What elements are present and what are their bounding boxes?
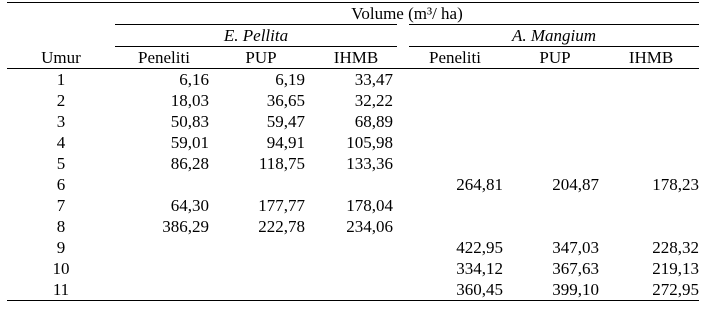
cell-volume: 36,65 (266, 91, 305, 110)
table-row (7, 174, 699, 195)
volume-table (7, 2, 699, 301)
cell-volume (309, 174, 403, 195)
cell-volume: 50,83 (170, 112, 209, 131)
volume-header: Volume (m³/ ha) (115, 3, 699, 25)
cell-volume: 204,87 (552, 175, 599, 194)
cell-volume (603, 90, 699, 111)
cell-volume (603, 111, 699, 132)
column-header-peneliti: Peneliti (115, 47, 213, 69)
group-header-e-pellita: E. Pellita (115, 25, 403, 47)
cell-volume: 386,29 (162, 217, 209, 236)
cell-volume (309, 258, 403, 279)
table-row (7, 216, 699, 237)
cell-volume: 399,10 (507, 279, 603, 301)
cell-volume (403, 216, 507, 237)
cell-volume: 264,81 (456, 175, 503, 194)
cell-volume: 367,63 (552, 259, 599, 278)
cell-volume: 86,28 (170, 154, 209, 173)
cell-umur: 7 (56, 196, 66, 215)
cell-volume (507, 153, 603, 174)
table-row (7, 258, 699, 279)
cell-volume: 18,03 (170, 91, 209, 110)
table-row (7, 153, 699, 174)
cell-volume: 178,23 (652, 175, 700, 194)
cell-volume (309, 279, 403, 301)
table-row (7, 69, 699, 91)
column-header-pup: PUP (213, 47, 309, 69)
cell-umur: 6 (56, 175, 66, 194)
cell-volume (603, 69, 699, 91)
cell-volume (507, 132, 603, 153)
cell-volume: 177,77 (258, 196, 305, 215)
cell-volume: 68,89 (354, 112, 393, 131)
cell-volume: 272,95 (603, 279, 699, 301)
cell-volume (213, 258, 309, 279)
cell-volume (603, 216, 699, 237)
cell-umur: 3 (56, 112, 66, 131)
header-row-subcols (7, 47, 699, 69)
cell-umur: 8 (56, 217, 66, 236)
cell-volume (507, 195, 603, 216)
cell-volume (213, 279, 309, 301)
cell-volume: 360,45 (403, 279, 507, 301)
cell-umur: 2 (56, 91, 66, 110)
cell-volume (115, 258, 213, 279)
cell-umur: 10 (52, 259, 70, 278)
table-row (7, 279, 699, 301)
cell-volume (507, 216, 603, 237)
header-empty-cell (7, 3, 115, 25)
header-row-volume (7, 3, 699, 25)
cell-volume (213, 174, 309, 195)
cell-volume (115, 237, 213, 258)
header-empty-cell (7, 25, 115, 47)
cell-volume: 228,32 (652, 238, 700, 257)
cell-umur: 5 (56, 154, 66, 173)
cell-volume: 33,47 (354, 70, 393, 89)
cell-volume: 133,36 (346, 154, 393, 173)
cell-volume: 32,22 (354, 91, 393, 110)
cell-volume (115, 279, 213, 301)
cell-volume (309, 237, 403, 258)
cell-volume: 6,19 (275, 70, 305, 89)
cell-volume: 219,13 (652, 259, 700, 278)
cell-volume (403, 153, 507, 174)
table-row (7, 237, 699, 258)
cell-volume (603, 195, 699, 216)
cell-volume (507, 111, 603, 132)
cell-volume (507, 69, 603, 91)
cell-volume (603, 132, 699, 153)
column-header-ihmb: IHMB (603, 47, 699, 69)
cell-volume (403, 195, 507, 216)
column-header-umur: Umur (7, 47, 115, 69)
cell-umur: 11 (7, 279, 115, 301)
cell-volume: 222,78 (258, 217, 305, 236)
cell-volume: 118,75 (258, 154, 305, 173)
table-row (7, 195, 699, 216)
cell-volume: 64,30 (170, 196, 209, 215)
cell-volume (403, 90, 507, 111)
header-row-groups (7, 25, 699, 47)
cell-volume (213, 237, 309, 258)
cell-volume: 347,03 (552, 238, 599, 257)
cell-volume: 105,98 (346, 133, 393, 152)
cell-volume: 59,47 (266, 112, 305, 131)
cell-volume: 178,04 (346, 196, 393, 215)
group-header-a-mangium: A. Mangium (403, 25, 699, 47)
column-header-pup: PUP (507, 47, 603, 69)
cell-volume (403, 69, 507, 91)
cell-volume: 422,95 (456, 238, 503, 257)
cell-volume (507, 90, 603, 111)
cell-volume (603, 153, 699, 174)
table-row (7, 90, 699, 111)
cell-umur: 4 (56, 133, 66, 152)
column-header-peneliti: Peneliti (403, 47, 507, 69)
cell-umur: 1 (56, 70, 66, 89)
cell-volume: 6,16 (179, 70, 209, 89)
cell-volume: 234,06 (346, 217, 393, 236)
cell-volume: 59,01 (170, 133, 209, 152)
cell-volume: 334,12 (456, 259, 503, 278)
table-row (7, 111, 699, 132)
cell-volume: 94,91 (266, 133, 305, 152)
cell-volume (115, 174, 213, 195)
cell-volume (403, 132, 507, 153)
column-header-ihmb: IHMB (309, 47, 403, 69)
table-row (7, 132, 699, 153)
table-body (7, 69, 699, 301)
cell-umur: 9 (56, 238, 66, 257)
cell-volume (403, 111, 507, 132)
